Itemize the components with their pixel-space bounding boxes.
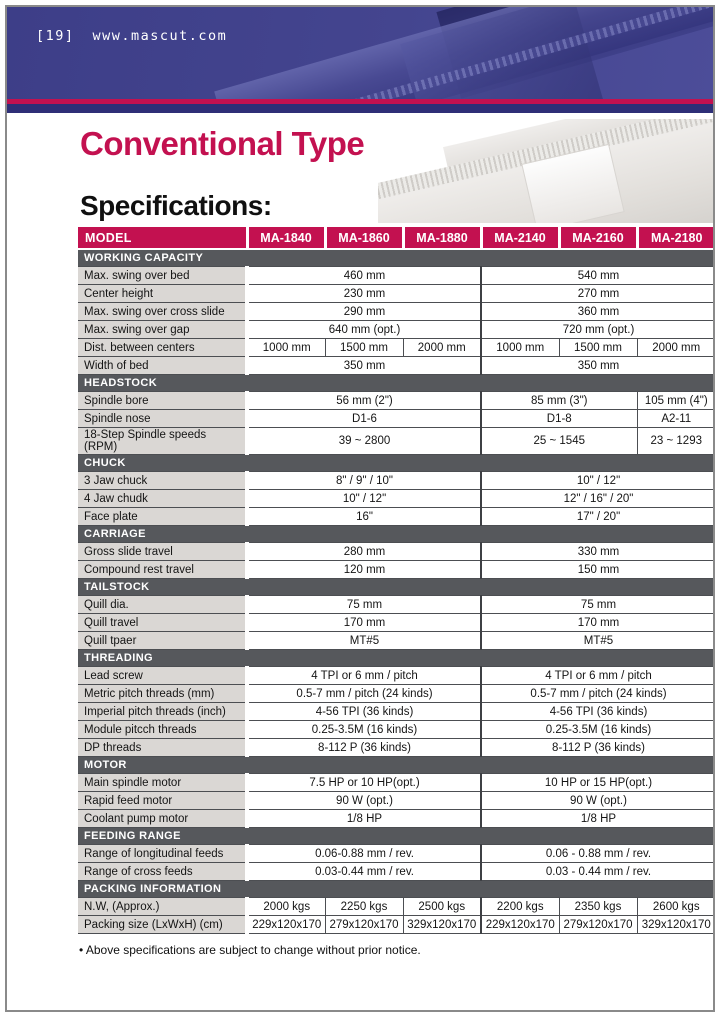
spec-value-cell: 8" / 9" / 10" (247, 472, 481, 490)
spec-value-cell: 56 mm (2") (247, 392, 481, 410)
section-header-row (78, 455, 715, 472)
spec-value-cell: 7.5 HP or 10 HP(opt.) (247, 774, 481, 792)
spec-value-cell: 0.25-3.5M (16 kinds) (247, 721, 481, 739)
spec-row-label: Compound rest travel (78, 561, 247, 579)
spec-row (78, 810, 715, 828)
spec-value-cell: 17" / 20" (481, 508, 715, 526)
spec-row (78, 614, 715, 632)
spec-row-label: Spindle bore (78, 392, 247, 410)
model-column-header: MA-2180 (637, 227, 715, 249)
spec-value-cell: 12" / 16" / 20" (481, 490, 715, 508)
spec-value-cell: 90 W (opt.) (247, 792, 481, 810)
spec-row (78, 561, 715, 579)
section-header-row (78, 757, 715, 774)
spec-value-cell: 1000 mm (247, 339, 325, 357)
spec-row (78, 685, 715, 703)
spec-value-cell: 170 mm (481, 614, 715, 632)
model-column-header: MA-2160 (559, 227, 637, 249)
spec-value-cell: 2350 kgs (559, 898, 637, 916)
spec-row-label: N.W, (Approx.) (78, 898, 247, 916)
spec-row (78, 774, 715, 792)
spec-value-cell: 4 TPI or 6 mm / pitch (481, 667, 715, 685)
section-header-row (78, 579, 715, 596)
spec-value-cell: 0.03 - 0.44 mm / rev. (481, 863, 715, 881)
spec-row-label: 3 Jaw chuck (78, 472, 247, 490)
spec-row-label: 4 Jaw chudk (78, 490, 247, 508)
spec-value-cell: 2000 kgs (247, 898, 325, 916)
spec-value-cell: 280 mm (247, 543, 481, 561)
spec-row-label: Spindle nose (78, 410, 247, 428)
spec-row (78, 792, 715, 810)
spec-value-cell: D1-6 (247, 410, 481, 428)
spec-value-cell: 39 ~ 2800 (247, 428, 481, 455)
spec-value-cell: 10" / 12" (247, 490, 481, 508)
spec-value-cell: 8-112 P (36 kinds) (481, 739, 715, 757)
model-column-header: MA-1880 (403, 227, 481, 249)
spec-value-cell: 229x120x170 (247, 916, 325, 934)
spec-row-label: Imperial pitch threads (inch) (78, 703, 247, 721)
spec-row-label: Quill travel (78, 614, 247, 632)
spec-row (78, 845, 715, 863)
spec-value-cell: 10" / 12" (481, 472, 715, 490)
disclaimer-note: • Above specifications are subject to change without prior notice. (79, 943, 421, 957)
model-column-header: MA-1840 (247, 227, 325, 249)
spec-value-cell: 279x120x170 (559, 916, 637, 934)
website-url: www.mascut.com (92, 28, 228, 44)
spec-value-cell: 2250 kgs (325, 898, 403, 916)
spec-row-label: Max. swing over gap (78, 321, 247, 339)
spec-row-label: Gross slide travel (78, 543, 247, 561)
spec-value-cell: 2500 kgs (403, 898, 481, 916)
spec-row (78, 428, 715, 455)
spec-value-cell: 4-56 TPI (36 kinds) (247, 703, 481, 721)
spec-value-cell: 2000 mm (637, 339, 715, 357)
spec-value-cell: 330 mm (481, 543, 715, 561)
spec-row-label: Coolant pump motor (78, 810, 247, 828)
spec-row-label: Max. swing over bed (78, 267, 247, 285)
spec-value-cell: 360 mm (481, 303, 715, 321)
spec-value-cell: 2200 kgs (481, 898, 559, 916)
section-header: WORKING CAPACITY (78, 249, 715, 267)
spec-row (78, 543, 715, 561)
page-number: [19] (36, 28, 75, 44)
spec-value-cell: 0.25-3.5M (16 kinds) (481, 721, 715, 739)
spec-value-cell: 720 mm (opt.) (481, 321, 715, 339)
section-header: PACKING INFORMATION (78, 881, 715, 898)
spec-value-cell: 329x120x170 (637, 916, 715, 934)
spec-row (78, 339, 715, 357)
spec-row (78, 267, 715, 285)
spec-row-label: Rapid feed motor (78, 792, 247, 810)
spec-value-cell: 0.06-0.88 mm / rev. (247, 845, 481, 863)
spec-value-cell: 90 W (opt.) (481, 792, 715, 810)
spec-row-label: Face plate (78, 508, 247, 526)
spec-row-label: Packing size (LxWxH) (cm) (78, 916, 247, 934)
spec-value-cell: 105 mm (4") (637, 392, 715, 410)
spec-value-cell: 230 mm (247, 285, 481, 303)
section-header-row (78, 249, 715, 267)
spec-value-cell: 23 ~ 1293 (637, 428, 715, 455)
spec-value-cell: 540 mm (481, 267, 715, 285)
spec-row (78, 392, 715, 410)
spec-value-cell: 120 mm (247, 561, 481, 579)
table-header-row (78, 227, 715, 249)
section-header: TAILSTOCK (78, 579, 715, 596)
spec-row-label: Center height (78, 285, 247, 303)
spec-row-label: Module pitcch threads (78, 721, 247, 739)
spec-value-cell: A2-11 (637, 410, 715, 428)
spec-row (78, 916, 715, 934)
spec-value-cell: 1/8 HP (247, 810, 481, 828)
spec-row (78, 721, 715, 739)
spec-row (78, 739, 715, 757)
spec-row-label: Max. swing over cross slide (78, 303, 247, 321)
spec-row-label: Main spindle motor (78, 774, 247, 792)
spec-value-cell: 270 mm (481, 285, 715, 303)
spec-row-label: DP threads (78, 739, 247, 757)
section-header: CHUCK (78, 455, 715, 472)
spec-row-label: Dist. between centers (78, 339, 247, 357)
spec-value-cell: 75 mm (247, 596, 481, 614)
spec-value-cell: 10 HP or 15 HP(opt.) (481, 774, 715, 792)
spec-value-cell: 460 mm (247, 267, 481, 285)
spec-value-cell: 350 mm (481, 357, 715, 375)
model-column-header: MA-1860 (325, 227, 403, 249)
spec-value-cell: 0.5-7 mm / pitch (24 kinds) (481, 685, 715, 703)
spec-value-cell: 1/8 HP (481, 810, 715, 828)
spec-row (78, 596, 715, 614)
spec-value-cell: MT#5 (481, 632, 715, 650)
spec-value-cell: 85 mm (3") (481, 392, 637, 410)
spec-value-cell: 4 TPI or 6 mm / pitch (247, 667, 481, 685)
spec-value-cell: 2600 kgs (637, 898, 715, 916)
spec-value-cell: 8-112 P (36 kinds) (247, 739, 481, 757)
spec-row (78, 357, 715, 375)
spec-row (78, 508, 715, 526)
spec-value-cell: 0.5-7 mm / pitch (24 kinds) (247, 685, 481, 703)
spec-row (78, 303, 715, 321)
catalog-page (5, 5, 715, 1012)
page-title: Conventional Type (80, 125, 365, 162)
section-header: HEADSTOCK (78, 375, 715, 392)
spec-value-cell: 0.06 - 0.88 mm / rev. (481, 845, 715, 863)
specifications-table (78, 227, 715, 934)
spec-row (78, 410, 715, 428)
spec-value-cell: D1-8 (481, 410, 637, 428)
spec-row (78, 863, 715, 881)
spec-value-cell: 0.03-0.44 mm / rev. (247, 863, 481, 881)
spec-value-cell: 329x120x170 (403, 916, 481, 934)
spec-value-cell: 640 mm (opt.) (247, 321, 481, 339)
specs-content (78, 227, 715, 957)
spec-value-cell: 350 mm (247, 357, 481, 375)
section-header: CARRIAGE (78, 526, 715, 543)
section-header-row (78, 881, 715, 898)
spec-value-cell: 229x120x170 (481, 916, 559, 934)
section-header-row (78, 375, 715, 392)
section-header: MOTOR (78, 757, 715, 774)
spec-row-label: Quill dia. (78, 596, 247, 614)
section-header: FEEDING RANGE (78, 828, 715, 845)
spec-row (78, 703, 715, 721)
spec-row-label: 18-Step Spindle speeds (RPM) (78, 428, 247, 455)
spec-row-label: Quill tpaer (78, 632, 247, 650)
spec-value-cell: 16" (247, 508, 481, 526)
section-header: THREADING (78, 650, 715, 667)
navy-divider (7, 104, 713, 113)
spec-row-label: Lead screw (78, 667, 247, 685)
spec-row (78, 667, 715, 685)
spec-value-cell: 4-56 TPI (36 kinds) (481, 703, 715, 721)
spec-row (78, 321, 715, 339)
spec-row (78, 285, 715, 303)
spec-value-cell: 1000 mm (481, 339, 559, 357)
spec-row (78, 472, 715, 490)
spec-value-cell: 75 mm (481, 596, 715, 614)
machine-photo-faded (378, 119, 713, 223)
spec-value-cell: 1500 mm (325, 339, 403, 357)
section-header-row (78, 828, 715, 845)
spec-value-cell: 290 mm (247, 303, 481, 321)
section-header-row (78, 526, 715, 543)
spec-value-cell: 2000 mm (403, 339, 481, 357)
spec-value-cell: 1500 mm (559, 339, 637, 357)
spec-value-cell: 150 mm (481, 561, 715, 579)
spec-row-label: Width of bed (78, 357, 247, 375)
section-header-row (78, 650, 715, 667)
spec-row (78, 632, 715, 650)
spec-value-cell: MT#5 (247, 632, 481, 650)
spec-row-label: Metric pitch threads (mm) (78, 685, 247, 703)
section-title: Specifications: (80, 190, 272, 221)
top-banner (7, 7, 713, 99)
spec-value-cell: 25 ~ 1545 (481, 428, 637, 455)
spec-value-cell: 170 mm (247, 614, 481, 632)
model-header-cell: MODEL (78, 227, 247, 249)
banner-text (36, 28, 227, 44)
spec-row-label: Range of cross feeds (78, 863, 247, 881)
spec-row (78, 490, 715, 508)
spec-row (78, 898, 715, 916)
spec-value-cell: 279x120x170 (325, 916, 403, 934)
spec-row-label: Range of longitudinal feeds (78, 845, 247, 863)
model-column-header: MA-2140 (481, 227, 559, 249)
